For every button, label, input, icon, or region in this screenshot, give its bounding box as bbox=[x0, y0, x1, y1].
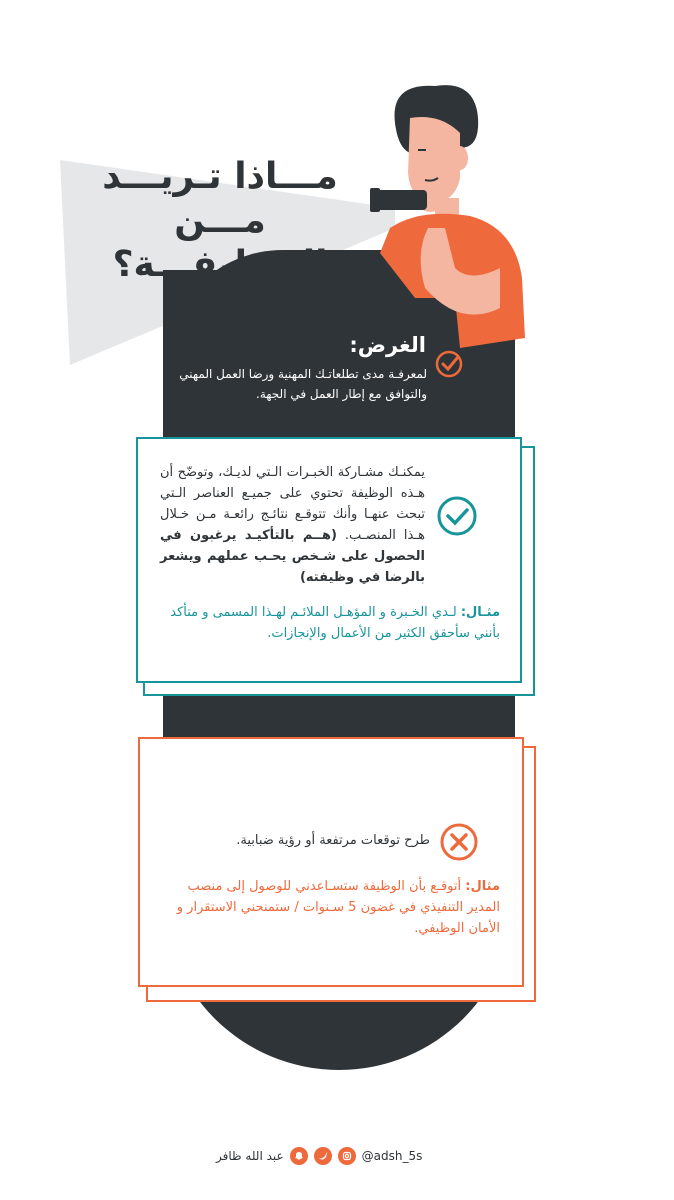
bad-example bbox=[160, 876, 500, 939]
good-example bbox=[160, 602, 500, 644]
good-description-plain: يمكنـك مشـاركة الخبـرات الـتي لديـك، وتوضّح أن هـذه الوظيفة تحتوي على جميـع العناصر الـتي تبحث عنهـا وأنك تتوقـع نتائـج رائعـة مـن خـلال هـذا المنصـب. bbox=[160, 465, 425, 543]
purpose-title: الغرض: bbox=[349, 333, 426, 357]
headline-line-1: مـــاذا تـريـــد bbox=[102, 156, 338, 197]
snapchat-icon[interactable] bbox=[290, 1147, 308, 1165]
bad-example-text: أتوقـع بأن الوظيفة ستسـاعدني للوصول إلى منصب المدير التنفيذي في غضون 5 سـنوات / ستمنحني الاستقرار و الأمان الوظيفي. bbox=[176, 879, 500, 936]
purpose-body: لمعرفـة مدى تطلعاتـك المهنية ورضا العمل المهني والتوافق مع إطار العمل في الجهة. bbox=[179, 367, 427, 401]
check-circle-icon bbox=[434, 349, 464, 379]
footer bbox=[210, 1144, 422, 1168]
good-description-bold: (هــم بالتأكيـد يرغبون في الحصول على شـخص يحـب عملهم ويشعر بالرضا في وظيفته) bbox=[160, 528, 425, 585]
instagram-icon[interactable] bbox=[338, 1147, 356, 1165]
good-example-label: مثـال: bbox=[460, 605, 500, 620]
twitter-icon[interactable] bbox=[314, 1147, 332, 1165]
bad-example-label: مثال: bbox=[465, 879, 500, 894]
footer-name: عبد الله ظافر bbox=[216, 1149, 284, 1163]
headline-line-2: مـــن الـوظيفـــة؟ bbox=[112, 200, 328, 285]
person-illustration bbox=[360, 78, 535, 348]
good-description bbox=[160, 462, 425, 588]
bad-box bbox=[138, 737, 524, 987]
x-circle-icon bbox=[439, 822, 479, 862]
headline bbox=[90, 155, 350, 287]
check-circle-icon bbox=[436, 495, 478, 537]
good-example-text: لـدي الخـبرة و المؤهـل الملائـم لهـذا المسمى و متأكد بأنني سأحقق الكثير من الأعمال والإنجازات. bbox=[170, 605, 500, 641]
footer-handle[interactable]: @adsh_5s bbox=[361, 1149, 423, 1163]
bad-description: طرح توقعات مرتفعة أو رؤية ضبابية. bbox=[236, 833, 430, 848]
